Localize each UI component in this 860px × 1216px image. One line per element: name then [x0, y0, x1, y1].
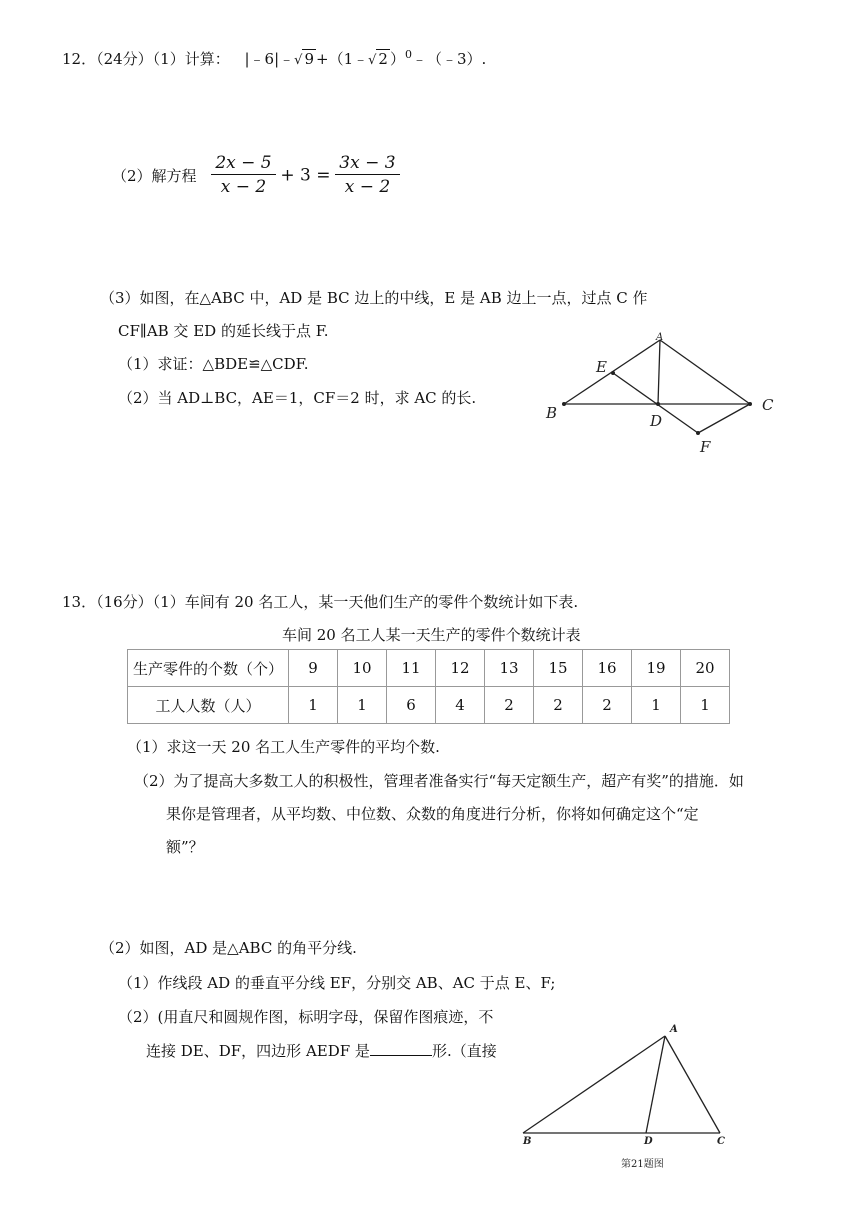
q12-part3-line2: CF∥AB 交 ED 的延长线于点 F. — [118, 322, 329, 340]
seg-AC — [665, 1036, 720, 1133]
table-cell: 11 — [387, 650, 436, 687]
table-title: 车间 20 名工人某一天生产的零件个数统计表 — [282, 626, 581, 644]
point-D — [656, 402, 660, 406]
q12-part1 — [62, 48, 486, 69]
q13-header: 13．（16分）（1）车间有 20 名工人，某一天他们生产的零件个数统计如下表. — [62, 593, 579, 611]
q13b-line2: （1）作线段 AD 的垂直平分线 EF，分别交 AB、AC 于点 E、F; — [118, 974, 556, 992]
q12-part3-sub2: （2）当 AD⊥BC，AE＝1，CF＝2 时，求 AC 的长. — [118, 389, 477, 407]
table-row — [128, 687, 730, 724]
table-cell: 20 — [681, 650, 730, 687]
table-cell: 6 — [387, 687, 436, 724]
q13-sub1: （1）求这一天 20 名工人生产零件的平均个数. — [127, 738, 440, 756]
label-B: B — [546, 404, 558, 422]
table-cell: 10 — [338, 650, 387, 687]
label-D: D — [644, 1136, 653, 1147]
table-cell: 12 — [436, 650, 485, 687]
table-cell: 1 — [289, 687, 338, 724]
label-E: E — [596, 358, 607, 376]
seg-AD — [658, 340, 660, 404]
label-C: C — [762, 396, 774, 414]
q13-sub2-line2: 果你是管理者，从平均数、中位数、众数的角度进行分析，你将如何确定这个“定 — [166, 805, 699, 823]
part2-label: （2）解方程 — [112, 167, 197, 185]
table-row — [128, 650, 730, 687]
q13b-line4: 连接 DE、DF，四边形 AEDF 是 形.（直接 — [146, 1042, 497, 1060]
q12-part3-sub1: （1）求证：△BDE≌△CDF. — [118, 355, 309, 373]
q13b-line1: （2）如图，AD 是△ABC 的角平分线. — [100, 939, 357, 957]
table-cell: 15 — [534, 650, 583, 687]
point-E — [611, 371, 615, 375]
triangle-figure-2 — [515, 1020, 745, 1170]
q13b-line3: （2）(用直尺和圆规作图，标明字母，保留作图痕迹，不 — [118, 1008, 494, 1026]
stats-table — [127, 649, 730, 724]
label-A: A — [656, 332, 664, 343]
figure-caption: 第21题图 — [621, 1159, 664, 1170]
table-cell: 13 — [485, 650, 534, 687]
table-cell: 16 — [583, 650, 632, 687]
label-F: F — [700, 438, 711, 456]
table-cell: 2 — [485, 687, 534, 724]
q12-header: 12．（24分）（1）计算： — [62, 50, 230, 68]
point-B — [562, 402, 566, 406]
lhs-fraction: $\frac{2x - 5}{x - 2}$ — [211, 152, 275, 199]
table-cell: 19 — [632, 650, 681, 687]
seg-CF — [698, 404, 750, 433]
q12-part2 — [112, 152, 400, 199]
table-cell: 2 — [583, 687, 632, 724]
table-cell: 2 — [534, 687, 583, 724]
label-B: B — [523, 1136, 532, 1147]
label-A: A — [670, 1024, 678, 1035]
label-C: C — [717, 1136, 725, 1147]
calc-expr: |﹣6|﹣√ 9 +（1﹣√ 2 ）$^0$﹣（﹣3）. — [244, 48, 487, 68]
seg-AC — [660, 340, 750, 404]
seg-AD — [646, 1036, 665, 1133]
q13-sub2-line1: （2）为了提高大多数工人的积极性，管理者准备实行“每天定额生产，超产有奖”的措施．如 — [134, 772, 744, 790]
row-label-count: 生产零件的个数（个） — [128, 650, 289, 687]
table-cell: 1 — [632, 687, 681, 724]
table-cell: 1 — [681, 687, 730, 724]
label-D: D — [650, 412, 663, 430]
point-F — [696, 431, 700, 435]
q12-part3-line1: （3）如图，在△ABC 中，AD 是 BC 边上的中线，E 是 AB 边上一点，过点 C 作 — [100, 289, 648, 307]
q13-sub2-line3: 额”？ — [166, 838, 204, 856]
point-C — [748, 402, 752, 406]
seg-BA — [523, 1036, 665, 1133]
table-cell: 9 — [289, 650, 338, 687]
plus-three: + 3 = — [280, 165, 331, 186]
triangle-figure-1 — [540, 328, 790, 458]
table-cell: 4 — [436, 687, 485, 724]
rhs-fraction: $\frac{3x - 3}{x - 2}$ — [335, 152, 399, 199]
row-label-workers: 工人人数（人） — [128, 687, 289, 724]
table-cell: 1 — [338, 687, 387, 724]
answer-blank[interactable] — [370, 1041, 432, 1056]
